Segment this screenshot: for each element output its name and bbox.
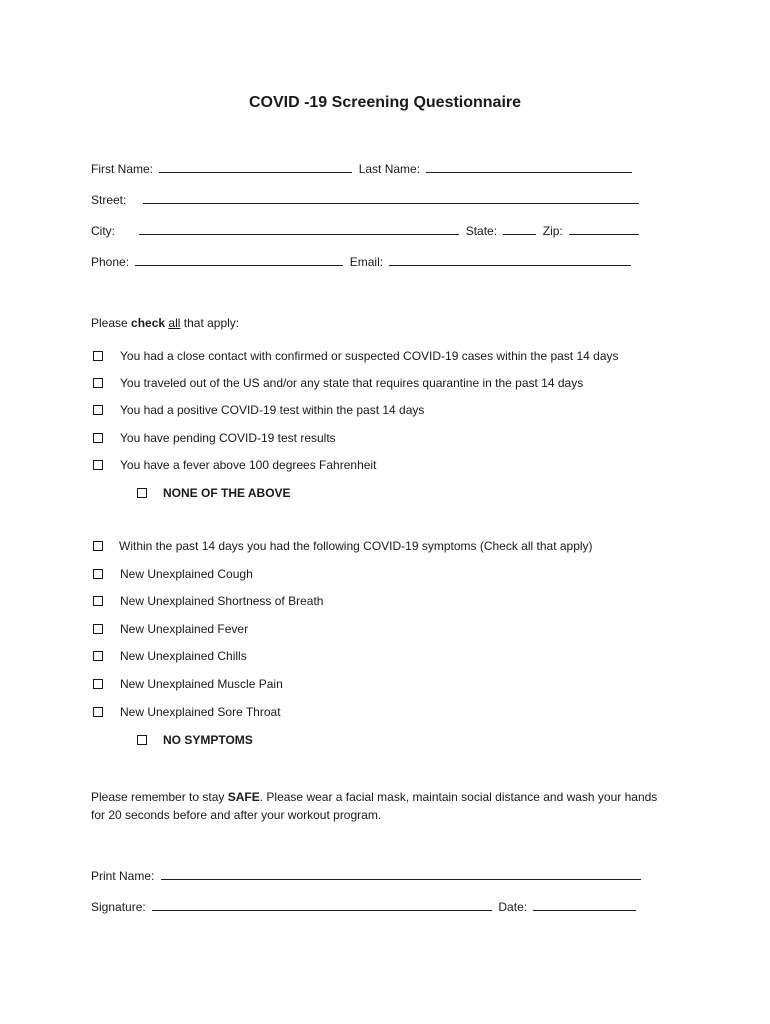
city-label: City: <box>91 224 115 238</box>
symptom-item-label: New Unexplained Chills <box>120 649 247 663</box>
state-field[interactable] <box>503 223 536 235</box>
exposure-item <box>93 457 376 473</box>
instruction <box>91 315 239 331</box>
zip-label: Zip: <box>542 224 563 238</box>
phone-label: Phone: <box>91 255 130 269</box>
symptom-item-label: New Unexplained Sore Throat <box>120 705 281 719</box>
reminder-pre: Please remember to stay <box>91 790 228 804</box>
reminder-bold: SAFE <box>227 790 260 804</box>
checkbox[interactable] <box>93 541 103 551</box>
name-row <box>91 161 635 177</box>
street-label: Street: <box>91 193 127 207</box>
symptoms-header-label: Within the past 14 days you had the following COVID-19 symptoms (Check all that apply) <box>119 539 593 553</box>
no-symptoms-item <box>137 732 253 748</box>
symptoms-header-item <box>93 538 593 554</box>
checkbox[interactable] <box>93 651 103 661</box>
print-name-field[interactable] <box>161 868 641 880</box>
street-field[interactable] <box>143 192 639 204</box>
exposure-item <box>93 348 619 364</box>
none-of-above-label: NONE OF THE ABOVE <box>163 486 291 500</box>
none-of-above-item <box>137 485 291 501</box>
symptom-item-label: New Unexplained Shortness of Breath <box>120 594 324 608</box>
checkbox[interactable] <box>93 679 103 689</box>
reminder-post: . Please wear a facial mask, maintain social distance and wash your hands for 20 seconds before and after your workout program. <box>91 790 658 822</box>
instruction-underline: all <box>168 316 181 330</box>
checkbox[interactable] <box>93 351 103 361</box>
last-name-label: Last Name: <box>358 162 421 176</box>
state-label: State: <box>465 224 498 238</box>
first-name-label: First Name: <box>91 162 154 176</box>
instruction-pre: Please <box>91 316 132 330</box>
exposure-item <box>93 430 336 446</box>
symptom-item <box>93 676 283 692</box>
exposure-item-label: You had a positive COVID-19 test within the past 14 days <box>120 403 425 417</box>
phone-row <box>91 254 634 270</box>
city-row <box>91 223 642 239</box>
signature-label: Signature: <box>91 900 146 914</box>
checkbox[interactable] <box>93 569 103 579</box>
checkbox[interactable] <box>93 460 103 470</box>
instruction-post: that apply: <box>180 316 240 330</box>
instruction-bold: check <box>131 316 166 330</box>
date-field[interactable] <box>533 899 636 911</box>
exposure-item <box>93 375 583 391</box>
exposure-item-label: You have pending COVID-19 test results <box>120 431 336 445</box>
signature-field[interactable] <box>152 899 492 911</box>
symptom-item-label: New Unexplained Fever <box>120 622 249 636</box>
checkbox[interactable] <box>93 405 103 415</box>
symptom-item <box>93 566 253 582</box>
page-title: COVID -19 Screening Questionnaire <box>248 94 522 111</box>
checkbox[interactable] <box>137 735 147 745</box>
street-row <box>91 192 642 208</box>
print-name-label: Print Name: <box>91 869 155 883</box>
first-name-field[interactable] <box>159 161 352 173</box>
symptom-item <box>93 704 281 720</box>
email-label: Email: <box>349 255 384 269</box>
exposure-item <box>93 402 424 418</box>
print-name-row <box>91 868 644 884</box>
zip-field[interactable] <box>569 223 639 235</box>
checkbox[interactable] <box>93 624 103 634</box>
checkbox[interactable] <box>137 488 147 498</box>
email-field[interactable] <box>389 254 631 266</box>
reminder-paragraph <box>91 788 671 824</box>
exposure-item-label: You have a fever above 100 degrees Fahrenheit <box>120 458 377 472</box>
symptom-item <box>93 593 323 609</box>
phone-field[interactable] <box>135 254 343 266</box>
checkbox[interactable] <box>93 378 103 388</box>
symptom-item-label: New Unexplained Cough <box>120 567 253 581</box>
checkbox[interactable] <box>93 707 103 717</box>
exposure-item-label: You traveled out of the US and/or any state that requires quarantine in the past 14 days <box>120 376 584 390</box>
checkbox[interactable] <box>93 596 103 606</box>
symptom-item <box>93 621 248 637</box>
no-symptoms-label: NO SYMPTOMS <box>163 733 253 747</box>
exposure-item-label: You had a close contact with confirmed or suspected COVID-19 cases within the past 14 days <box>120 349 619 363</box>
symptom-item <box>93 648 247 664</box>
city-field[interactable] <box>139 223 459 235</box>
symptom-item-label: New Unexplained Muscle Pain <box>120 677 283 691</box>
signature-row <box>91 899 639 915</box>
checkbox[interactable] <box>93 433 103 443</box>
last-name-field[interactable] <box>426 161 632 173</box>
date-label: Date: <box>498 900 528 914</box>
